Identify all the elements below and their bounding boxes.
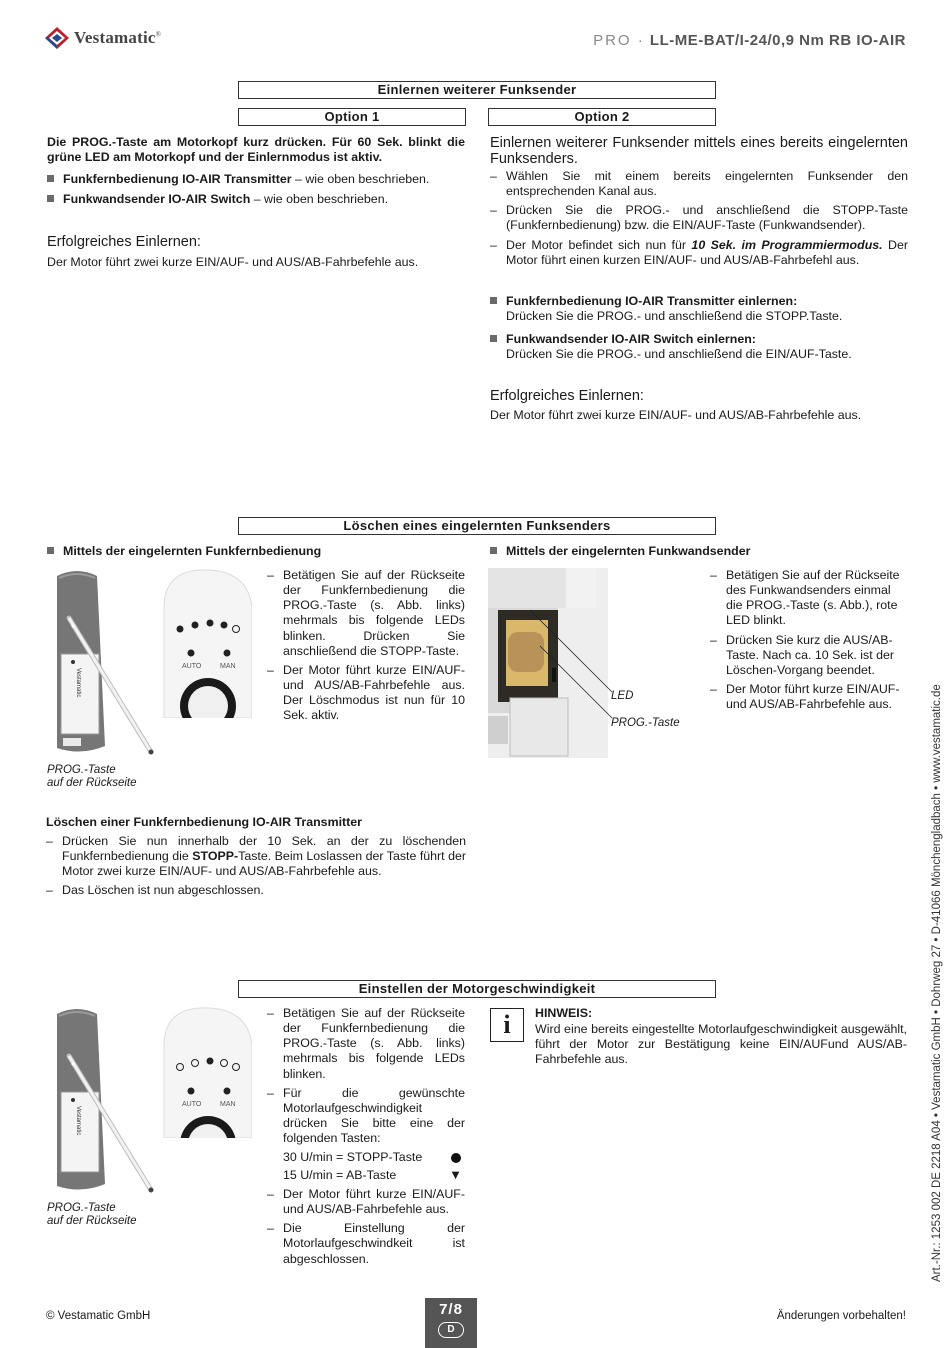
- vestamatic-logo-icon: [44, 26, 70, 50]
- speed-option-30: [267, 1150, 465, 1165]
- section-title-loeschen: Löschen eines eingelernten Funksenders: [238, 517, 716, 535]
- bullet-bold: Funkfernbedienung IO-AIR Transmitter einlernen:: [506, 294, 798, 308]
- square-bullet-icon: [47, 547, 54, 554]
- step-emphasis: 10 Sek. im Programmiermodus.: [691, 237, 883, 252]
- svg-text:Vestamatic: Vestamatic: [75, 1106, 81, 1136]
- option2-step: – Drücken Sie die PROG.- und anschließend die STOPP-Taste (Funkfernbedienung) bzw. die EIN/AUF-Taste (Funkwandsender).: [490, 203, 908, 233]
- delete-step: – Der Motor führt kurze EIN/AUF- und AUS/AB-Fahrbefehle aus. Der Löschmodus ist nun für 10 Sek. aktiv.: [267, 663, 465, 724]
- delete-right-steps: [710, 568, 910, 716]
- option2-heading: Einlernen weiterer Funksender mittels eines bereits eingelernten Funksenders.: [490, 135, 908, 168]
- bullet-text: Drücken Sie die PROG.- und anschließend die EIN/AUF-Taste.: [506, 347, 852, 362]
- side-imprint: Art.-Nr.: 1253 002 DE 2218 A04 • Vestamatic GmbH • Dohrweg 27 • D-41066 Mönchengladbach • www.vestamatic.de: [930, 684, 943, 1282]
- square-bullet-icon: [490, 547, 497, 554]
- delete-left-heading: [47, 544, 321, 559]
- delete-left-steps: [267, 568, 465, 727]
- speed-option-text: 15 U/min = AB-Taste: [283, 1167, 397, 1182]
- section-title-geschwindigkeit: Einstellen der Motorgeschwindigkeit: [238, 980, 716, 998]
- bullet-bold: Funkfernbedienung IO-AIR Transmitter: [63, 172, 292, 186]
- option1-label: Option 1: [238, 108, 466, 126]
- footer-note: Änderungen vorbehalten!: [776, 1310, 906, 1322]
- page-number: 7/8: [439, 1301, 463, 1318]
- prog-caption-2: [47, 1202, 137, 1228]
- option2-step: – Wählen Sie mit einem bereits eingelernten Funksender den entsprechenden Kanal aus.: [490, 169, 908, 199]
- step-text: Der Motor befindet sich nun für: [506, 237, 692, 252]
- heading-text: Mittels der eingelernten Funkwandsender: [506, 544, 751, 558]
- prog-label: PROG.-Taste: [611, 717, 680, 729]
- remote-back-image: [47, 568, 159, 760]
- option2-bullet-transmitter: [490, 294, 910, 324]
- section-title-einlernen: Einlernen weiterer Funksender: [238, 81, 716, 99]
- delete-step: [46, 834, 466, 879]
- delete-step: – Betätigen Sie auf der Rückseite des Funkwandsenders einmal die PROG.-Taste (s. Abb.), rote LED blinkt.: [710, 568, 910, 629]
- speed-steps-list-b: [267, 1187, 465, 1267]
- led-label: LED: [611, 690, 634, 702]
- speed-option-15: [267, 1167, 465, 1183]
- caption-line: auf der Rückseite: [47, 777, 137, 790]
- bullet-text: Drücken Sie die PROG.- und anschließend die STOPP.Taste.: [506, 309, 843, 324]
- caption-line: PROG.-Taste: [47, 1202, 116, 1214]
- square-bullet-icon: [490, 335, 497, 342]
- bullet-bold: Funkwandsender IO-AIR Switch einlernen:: [506, 332, 756, 346]
- info-icon: i: [490, 1008, 524, 1042]
- option2-label: Option 2: [488, 108, 716, 126]
- delete-transmitter-steps: [46, 834, 466, 903]
- caption-line: PROG.-Taste: [47, 764, 116, 776]
- step-text: Drücken Sie nun innerhalb der 10 Sek. an der zu löschenden Funkfernbedienung die: [62, 834, 466, 864]
- speed-steps: [267, 1006, 465, 1271]
- caption-line: auf der Rückseite: [47, 1215, 137, 1228]
- option1-bullet-transmitter: [47, 172, 467, 187]
- success-heading-1: Erfolgreiches Einlernen:: [47, 234, 201, 250]
- document-title: [593, 32, 906, 50]
- square-bullet-icon: [47, 175, 54, 182]
- brand-registered: ®: [155, 29, 162, 38]
- remote-front-image: [160, 568, 252, 718]
- language-badge: D: [438, 1322, 464, 1338]
- remote-front-image-2: [160, 1006, 252, 1138]
- brand-logo: [44, 26, 161, 50]
- step-text: Der Motor führt einen kurzen EIN/AUF- und AUS/AB-Fahrbefehl aus.: [506, 237, 908, 267]
- man-label: MAN: [220, 663, 236, 670]
- speed-step: – Der Motor führt kurze EIN/AUF- und AUS/AB-Fahrbefehle aus.: [267, 1187, 465, 1217]
- option2-steps: [490, 169, 908, 272]
- auto-label: AUTO: [182, 663, 202, 670]
- remote-back-image-2: [47, 1006, 159, 1198]
- step-emphasis: STOPP-: [192, 849, 239, 864]
- model-name: LL-ME-BAT/I-24/0,9 Nm RB IO-AIR: [649, 32, 906, 49]
- callout-lines: [530, 600, 640, 730]
- page-badge: [425, 1298, 477, 1348]
- svg-text:Vestamatic: Vestamatic: [75, 668, 81, 698]
- delete-right-heading: [490, 544, 750, 559]
- success-heading-2: Erfolgreiches Einlernen:: [490, 388, 644, 404]
- delete-transmitter-heading: Löschen einer Funkfernbedienung IO-AIR Transmitter: [46, 815, 363, 829]
- note-heading: HINWEIS:: [535, 1006, 593, 1020]
- success-text-1: Der Motor führt zwei kurze EIN/AUF- und AUS/AB-Fahrbefehle aus.: [47, 255, 419, 269]
- down-arrow-icon: ▼: [449, 1167, 462, 1183]
- delete-step: – Der Motor führt kurze EIN/AUF- und AUS/AB-Fahrbefehle aus.: [710, 682, 910, 712]
- option1-intro: Die PROG.-Taste am Motorkopf kurz drücken. Für 60 Sek. blinkt die grüne LED am Motorkopf und der Einlernmodus ist aktiv.: [47, 135, 465, 165]
- auto-label: AUTO: [182, 1101, 202, 1108]
- bullet-text: – wie oben beschrieben.: [291, 172, 430, 186]
- option1-bullet-switch: [47, 192, 467, 207]
- note-text: Wird eine bereits eingestellte Motorlaufgeschwindigkeit ausgewählt, führt der Motor zur Bestätigung keine EIN/AUFund AUS/AB-Fahrbefehle aus.: [535, 1022, 907, 1067]
- square-bullet-icon: [47, 195, 54, 202]
- prog-caption-1: [47, 764, 137, 790]
- brand-name: Vestamatic: [74, 27, 156, 47]
- heading-text: Mittels der eingelernten Funkfernbedienung: [63, 544, 322, 558]
- pro-label: PRO ·: [593, 32, 645, 49]
- speed-step: – Betätigen Sie auf der Rückseite der Funkfernbedienung die PROG.-Taste (s. Abb. links) mehrmals bis folgende LEDs blinken.: [267, 1006, 465, 1082]
- delete-step: – Betätigen Sie auf der Rückseite der Funkfernbedienung die PROG.-Taste (s. Abb. links) mehrmals bis folgende LEDs blinken. Drücken Sie anschließend die STOPP-Taste.: [267, 568, 465, 659]
- success-text-2: Der Motor führt zwei kurze EIN/AUF- und AUS/AB-Fahrbefehle aus.: [490, 408, 862, 422]
- speed-steps-list-a: [267, 1006, 465, 1146]
- stop-button-icon: [451, 1153, 461, 1163]
- option2-bullet-switch: [490, 332, 910, 362]
- speed-step: – Für die gewünschte Motorlaufgeschwindigkeit drücken Sie bitte eine der folgenden Tasten:: [267, 1086, 465, 1147]
- square-bullet-icon: [490, 297, 497, 304]
- bullet-bold: Funkwandsender IO-AIR Switch: [63, 192, 251, 206]
- delete-step: – Drücken Sie kurz die AUS/AB-Taste. Nach ca. 10 Sek. ist der Löschen-Vorgang beendet.: [710, 633, 910, 678]
- bullet-text: – wie oben beschrieben.: [250, 192, 389, 206]
- option2-step: [490, 238, 908, 268]
- footer-copyright: © Vestamatic GmbH: [46, 1310, 151, 1322]
- step-text: Taste. Beim Loslassen der Taste führt der Motor zwei kurze EIN/AUF- und AUS/AB-Fahrbefehle aus.: [62, 849, 466, 879]
- man-label: MAN: [220, 1101, 236, 1108]
- speed-step: – Die Einstellung der Motorlaufgeschwindkeit ist abgeschlossen.: [267, 1221, 465, 1266]
- speed-option-text: 30 U/min = STOPP-Taste: [283, 1150, 423, 1165]
- delete-step: – Das Löschen ist nun abgeschlossen.: [46, 883, 466, 898]
